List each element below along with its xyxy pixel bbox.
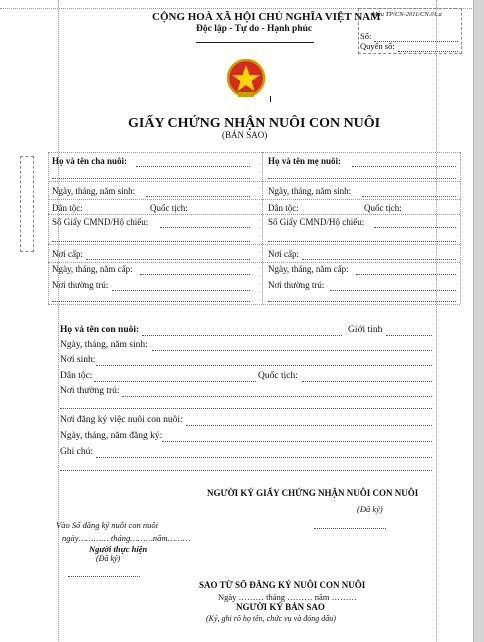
mother-name-label: Họ và tên mẹ nuôi: — [268, 156, 341, 166]
mother-name-field[interactable] — [352, 166, 456, 167]
mother-residence-field[interactable] — [330, 290, 456, 291]
father-dob-label: Ngày, tháng, năm sinh: — [52, 186, 136, 196]
child-reg-date-label: Ngày, tháng, năm đăng ký: — [60, 431, 163, 441]
quyen-so-field[interactable] — [398, 51, 458, 52]
child-gender-field[interactable] — [386, 335, 432, 336]
mother-id-field[interactable] — [374, 227, 456, 228]
child-reg-place-field[interactable] — [186, 425, 432, 426]
father-ethnic-label: Dân tộc: — [52, 203, 83, 213]
table-border-top — [48, 152, 460, 153]
copy-title: SAO TỪ SỔ ĐĂNG KÝ NUÔI CON NUÔI — [199, 580, 366, 590]
margin-guide-left — [58, 0, 59, 642]
child-nationality-label: Quốc tịch: — [258, 371, 298, 381]
child-ethnic-field[interactable] — [94, 381, 256, 382]
copy-date: Ngày ……… tháng ……… năm ……… — [218, 592, 358, 602]
cert-signer-title: NGƯỜI KÝ GIẤY CHỨNG NHẬN NUÔI CON NUÔI — [207, 488, 419, 498]
cert-signer-signed: (Đã ký) — [357, 504, 383, 514]
mother-issue-date-label: Ngày, tháng, năm cấp: — [268, 264, 349, 274]
entry-performer: Người thực hiện — [89, 544, 148, 554]
vertical-scrollbar[interactable] — [473, 0, 484, 642]
entry-signer-field[interactable] — [68, 576, 140, 577]
father-residence-field[interactable] — [112, 290, 250, 291]
margin-guide-right — [436, 0, 437, 642]
entry-signed: (Đã ký) — [96, 554, 121, 563]
child-nationality-field[interactable] — [302, 381, 432, 382]
table-border-left — [48, 152, 49, 304]
table-row-line — [48, 262, 460, 263]
child-residence-label: Nơi thường trú: — [60, 386, 120, 396]
father-issue-date-label: Ngày, tháng, năm cấp: — [52, 264, 133, 274]
child-residence-field-2[interactable] — [60, 408, 432, 409]
child-gender-label: Giới tính — [348, 325, 383, 335]
motto-underline — [196, 42, 314, 43]
mother-issue-place-label: Nơi cấp: — [268, 249, 299, 259]
child-reg-date-field[interactable] — [162, 441, 432, 442]
father-id-field[interactable] — [160, 227, 250, 228]
father-issue-date-field[interactable] — [140, 274, 250, 275]
child-dob-label: Ngày, tháng, năm sinh: — [60, 340, 148, 350]
child-birthplace-field[interactable] — [96, 365, 432, 366]
child-residence-field[interactable] — [122, 396, 432, 397]
father-id-label: Số Giấy CMND/Hộ chiếu: — [52, 217, 149, 227]
table-border-bottom — [48, 304, 460, 305]
mother-issue-place-field[interactable] — [302, 259, 456, 260]
father-nationality-label: Quốc tịch: — [150, 203, 188, 213]
national-emblem-icon — [226, 58, 266, 100]
document-subtitle: (BẢN SAO) — [222, 130, 268, 140]
father-name-field-2[interactable] — [52, 178, 250, 179]
table-row-line — [48, 199, 460, 200]
quyen-so-label: Quyển số: — [360, 41, 395, 51]
text-cursor — [270, 96, 271, 102]
document-title: GIẤY CHỨNG NHẬN NUÔI CON NUÔI — [128, 116, 381, 131]
mother-dob-label: Ngày, tháng, năm sinh: — [268, 186, 352, 196]
copy-note: (Ký, ghi rõ họ tên, chức vụ và đóng dấu) — [206, 614, 336, 623]
father-issue-place-field[interactable] — [86, 259, 250, 260]
child-name-field[interactable] — [142, 335, 342, 336]
father-id-field-2[interactable] — [52, 241, 250, 242]
child-dob-field[interactable] — [152, 350, 432, 351]
table-row-line — [48, 214, 460, 215]
so-label: Số: — [360, 31, 372, 41]
copy-signer: NGƯỜI KÝ BẢN SAO — [236, 602, 325, 612]
child-birthplace-label: Nơi sinh: — [60, 355, 96, 365]
mother-id-label: Số Giấy CMND/Hộ chiếu: — [268, 217, 365, 227]
table-row-line — [48, 244, 460, 245]
table-row-line — [48, 181, 460, 182]
father-issue-place-label: Nơi cấp: — [52, 249, 83, 259]
table-col-divider — [262, 152, 263, 304]
motto: Độc lập - Tự do - Hạnh phúc — [196, 24, 313, 34]
child-name-label: Họ và tên con nuôi: — [60, 325, 140, 335]
child-ethnic-label: Dân tộc: — [60, 371, 93, 381]
child-note-field[interactable] — [96, 457, 432, 458]
entry-line-1: Vào Sổ đăng ký nuôi con nuôi — [56, 520, 158, 530]
child-note-label: Ghi chú: — [60, 447, 93, 457]
mother-name-field-2[interactable] — [268, 178, 456, 179]
table-border-right — [460, 152, 461, 304]
country-name: CỘNG HOÀ XÃ HỘI CHỦ NGHĨA VIỆT NAM — [152, 11, 381, 23]
father-dob-field[interactable] — [146, 196, 250, 197]
mother-nationality-label: Quốc tịch: — [364, 203, 402, 213]
form-code: Mẫu TP/CN-2011/CN.01.a — [372, 11, 442, 18]
father-name-label: Họ và tên cha nuôi: — [52, 156, 128, 166]
mother-issue-date-field[interactable] — [356, 274, 456, 275]
child-reg-place-label: Nơi đăng ký việc nuôi con nuôi: — [60, 415, 183, 425]
father-residence-label: Nơi thường trú: — [52, 280, 109, 290]
father-residence-field-2[interactable] — [52, 301, 250, 302]
mother-dob-field[interactable] — [362, 196, 456, 197]
cert-signer-name-field[interactable] — [314, 528, 386, 529]
mother-ethnic-label: Dân tộc: — [268, 203, 299, 213]
child-note-field-2[interactable] — [60, 470, 432, 471]
mother-residence-field-2[interactable] — [268, 301, 456, 302]
entry-line-2: ngày………… tháng………năm……… — [62, 533, 191, 543]
mother-id-field-2[interactable] — [268, 241, 456, 242]
father-name-field[interactable] — [136, 166, 250, 167]
mother-residence-label: Nơi thường trú: — [268, 280, 325, 290]
frame-marker — [20, 156, 34, 252]
